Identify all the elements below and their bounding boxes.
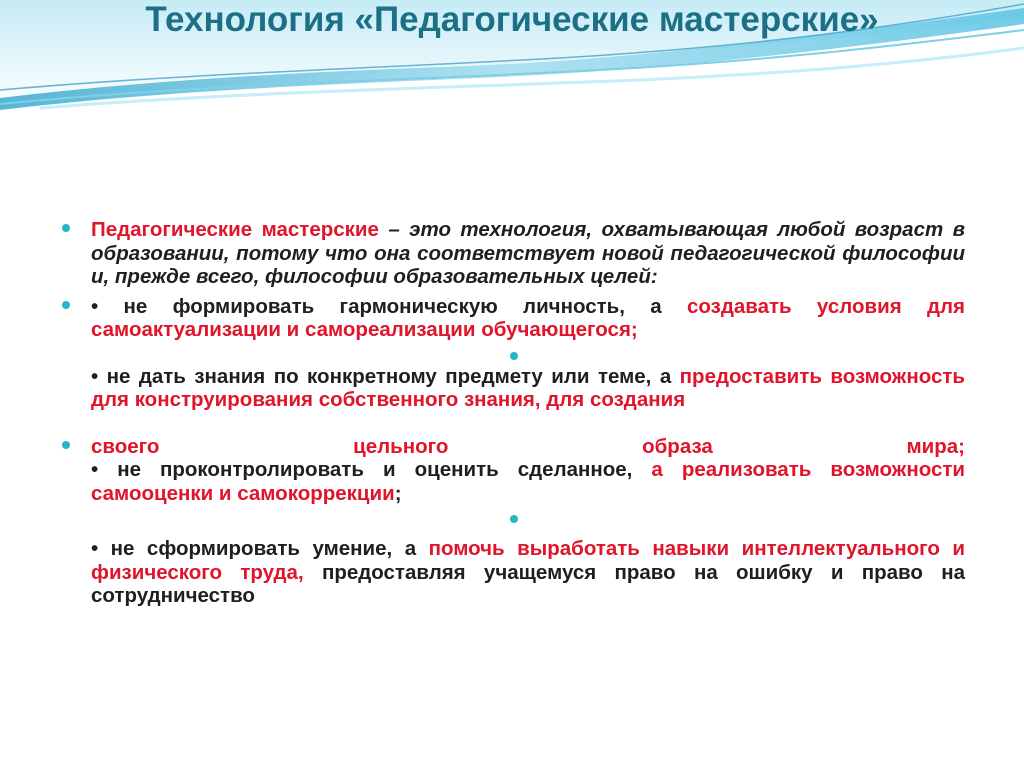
- goal-1-highlight: создавать условия для самоактуализации и самореализации обучающегося;: [91, 294, 965, 341]
- paragraph-goal-1: [62, 295, 965, 342]
- empty-bullet-1: [62, 342, 965, 365]
- goal-3-highlight: а реализовать возможности самооценки и самокоррекции: [91, 458, 965, 505]
- goal-3-text: • не проконтролировать и оценить сделанное,: [91, 458, 652, 481]
- bullet-icon: [510, 515, 518, 523]
- goal-3-tail: ;: [394, 481, 402, 505]
- bullet-icon: [62, 441, 70, 449]
- bullet-icon: [510, 352, 518, 360]
- goal-2-text: • не дать знания по конкретному предмету или теме, а: [91, 364, 680, 388]
- world-image-line: своего цельного образа мира;: [91, 434, 965, 458]
- paragraph-goal-3: [62, 435, 965, 506]
- bullet-icon: [62, 301, 70, 309]
- goal-4-highlight: помочь выработать навыки интеллектуального и физического труда,: [91, 537, 965, 584]
- goal-2-highlight: предоставить возможность для конструирования собственного знания, для создания: [91, 364, 965, 411]
- term-highlight: Педагогические мастерские: [91, 218, 379, 241]
- paragraph-goal-2: [62, 365, 965, 412]
- goal-4-tail: предоставляя учащемуся право на ошибку и право на сотрудничество: [91, 560, 965, 607]
- paragraph-goal-4: [62, 537, 965, 608]
- definition-text: – это технология, охватывающая любой возраст в образовании, потому что она соответствует новой педагогической философии и, прежде всего, философии образовательных целей:: [91, 218, 966, 288]
- slide-title: Технология «Педагогические мастерские»: [145, 0, 879, 39]
- bullet-icon: [62, 224, 70, 232]
- goal-4-text: • не сформировать умение, а: [91, 537, 429, 560]
- empty-bullet-2: [62, 505, 965, 528]
- paragraph-definition: [62, 218, 965, 289]
- slide-content: [62, 218, 965, 608]
- goal-1-text: • не формировать гармоническую личность, а: [91, 294, 687, 318]
